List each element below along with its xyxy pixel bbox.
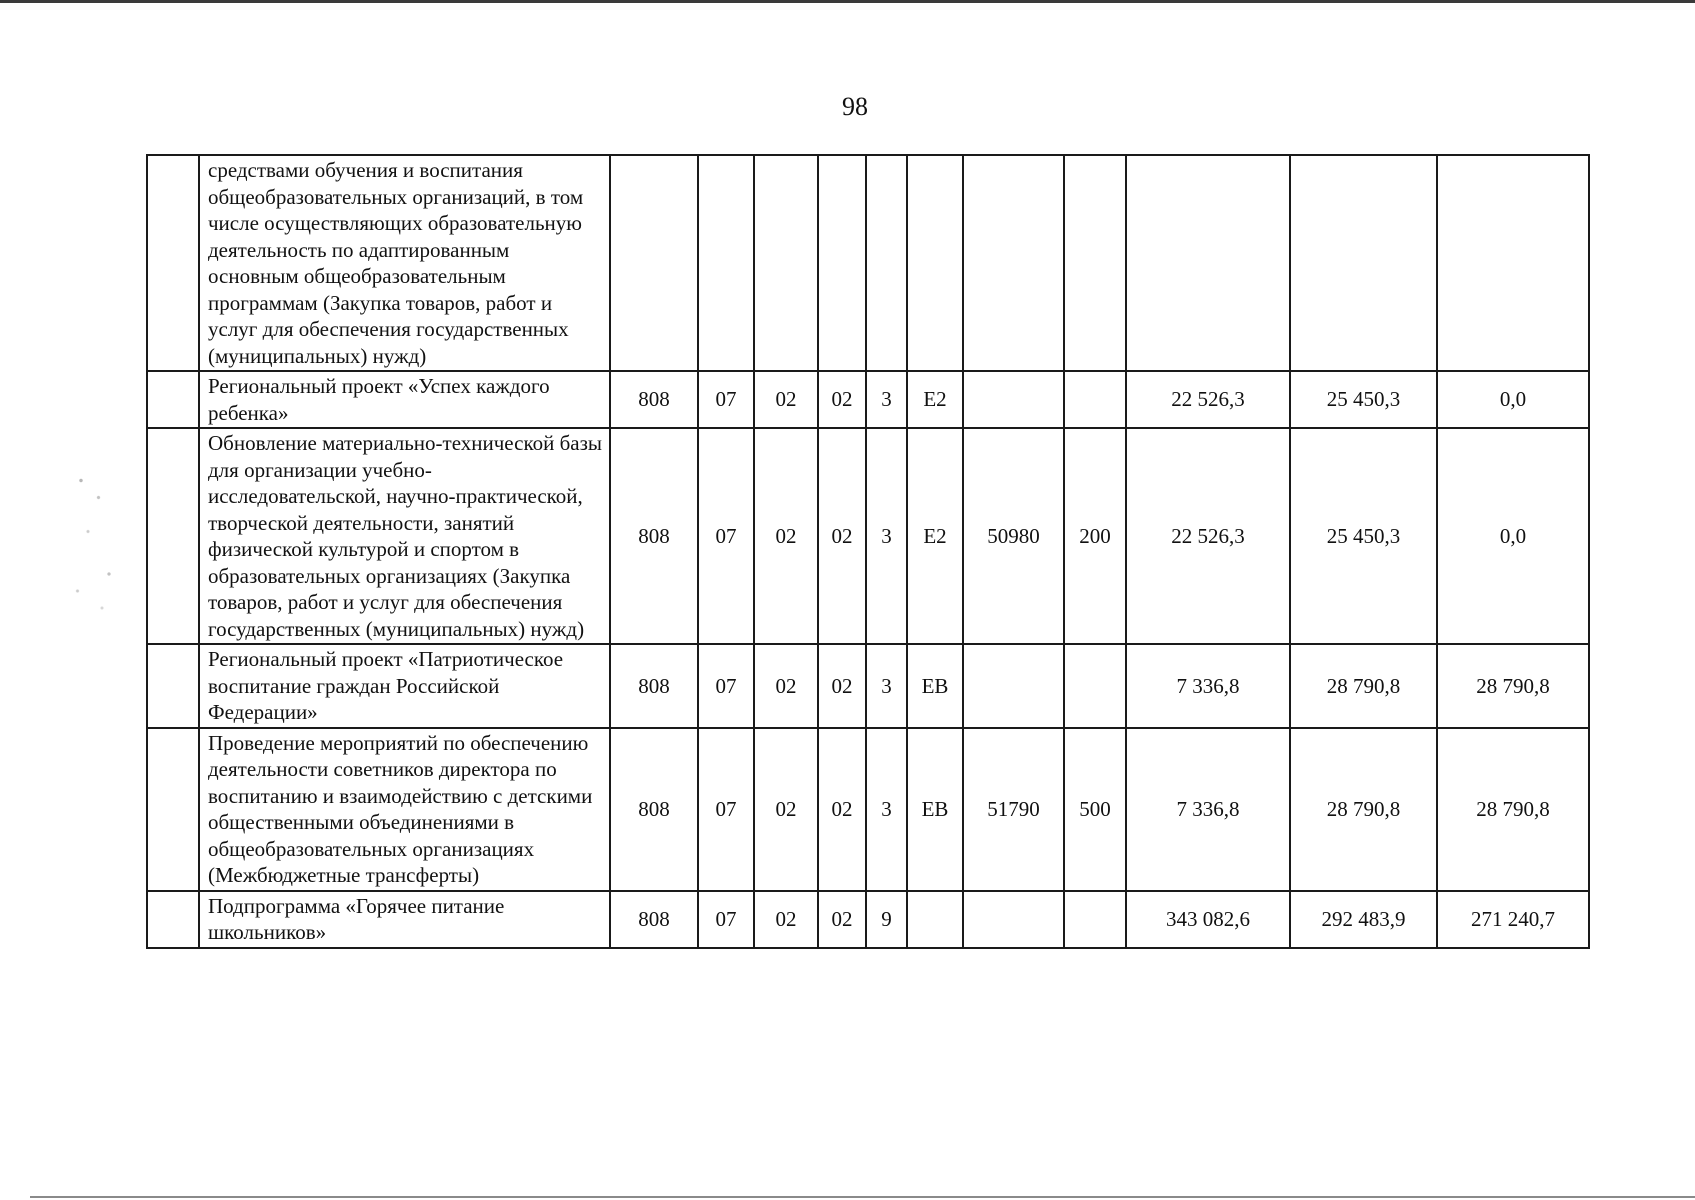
- expense-type-cell: [1064, 155, 1126, 371]
- project-code-cell: [907, 891, 963, 948]
- section-code-cell: 07: [698, 891, 754, 948]
- amount-year1-cell: 7 336,8: [1126, 728, 1290, 891]
- table-row: [147, 891, 1589, 948]
- amount-year1-cell: 22 526,3: [1126, 428, 1290, 644]
- expense-type-cell: 500: [1064, 728, 1126, 891]
- amount-year2-cell: 28 790,8: [1290, 728, 1437, 891]
- subsection-code-cell: 02: [754, 728, 818, 891]
- table-row: [147, 728, 1589, 891]
- table-row: [147, 644, 1589, 728]
- amount-year2-cell: 25 450,3: [1290, 428, 1437, 644]
- ministry-code-cell: 808: [610, 891, 698, 948]
- subsection-code-cell: 02: [754, 371, 818, 428]
- amount-year3-cell: [1437, 155, 1589, 371]
- top-border-line: [0, 0, 1695, 3]
- subprogram-code-cell: 3: [866, 371, 907, 428]
- subsection-code-cell: [754, 155, 818, 371]
- row-index-cell: [147, 155, 199, 371]
- direction-code-cell: [963, 155, 1064, 371]
- row-index-cell: [147, 891, 199, 948]
- amount-year2-cell: [1290, 155, 1437, 371]
- direction-code-cell: 51790: [963, 728, 1064, 891]
- table-row: [147, 155, 1589, 371]
- row-name-cell: Региональный проект «Успех каждого ребенка»: [199, 371, 610, 428]
- direction-code-cell: [963, 644, 1064, 728]
- amount-year3-cell: 28 790,8: [1437, 644, 1589, 728]
- expense-type-cell: [1064, 891, 1126, 948]
- row-name-cell: Проведение мероприятий по обеспечению деятельности советников директора по воспитанию и взаимодействию с детскими общественными объединениями в общеобразовательных организациях (Межбюджетные трансферты): [199, 728, 610, 891]
- amount-year3-cell: 28 790,8: [1437, 728, 1589, 891]
- subprogram-code-cell: 3: [866, 728, 907, 891]
- ministry-code-cell: [610, 155, 698, 371]
- subprogram-code-cell: 9: [866, 891, 907, 948]
- amount-year2-cell: 25 450,3: [1290, 371, 1437, 428]
- budget-table: [146, 154, 1590, 949]
- table-row: [147, 371, 1589, 428]
- amount-year2-cell: 28 790,8: [1290, 644, 1437, 728]
- row-name-cell: Подпрограмма «Горячее питание школьников»: [199, 891, 610, 948]
- section-code-cell: 07: [698, 728, 754, 891]
- expense-type-cell: [1064, 371, 1126, 428]
- program-code-cell: 02: [818, 728, 866, 891]
- amount-year1-cell: 343 082,6: [1126, 891, 1290, 948]
- scan-artifact: [60, 455, 130, 625]
- row-index-cell: [147, 644, 199, 728]
- direction-code-cell: 50980: [963, 428, 1064, 644]
- amount-year3-cell: 0,0: [1437, 371, 1589, 428]
- ministry-code-cell: 808: [610, 371, 698, 428]
- program-code-cell: 02: [818, 371, 866, 428]
- amount-year2-cell: 292 483,9: [1290, 891, 1437, 948]
- section-code-cell: 07: [698, 428, 754, 644]
- row-name-cell: Региональный проект «Патриотическое воспитание граждан Российской Федерации»: [199, 644, 610, 728]
- section-code-cell: [698, 155, 754, 371]
- project-code-cell: [907, 155, 963, 371]
- ministry-code-cell: 808: [610, 644, 698, 728]
- amount-year1-cell: 7 336,8: [1126, 644, 1290, 728]
- ministry-code-cell: 808: [610, 428, 698, 644]
- subsection-code-cell: 02: [754, 644, 818, 728]
- section-code-cell: 07: [698, 371, 754, 428]
- amount-year3-cell: 271 240,7: [1437, 891, 1589, 948]
- row-index-cell: [147, 728, 199, 891]
- project-code-cell: E2: [907, 371, 963, 428]
- subprogram-code-cell: 3: [866, 644, 907, 728]
- table-row: [147, 428, 1589, 644]
- project-code-cell: EB: [907, 644, 963, 728]
- subsection-code-cell: 02: [754, 428, 818, 644]
- project-code-cell: E2: [907, 428, 963, 644]
- expense-type-cell: [1064, 644, 1126, 728]
- expense-type-cell: 200: [1064, 428, 1126, 644]
- row-name-cell: Обновление материально-технической базы для организации учебно-исследовательской, научно-практической, творческой деятельности, занятий физической культурой и спортом в образовательных организациях (Закупка товаров, работ и услуг для обеспечения государственных (муниципальных) нужд): [199, 428, 610, 644]
- direction-code-cell: [963, 891, 1064, 948]
- bottom-border-line: [30, 1196, 1695, 1198]
- amount-year1-cell: 22 526,3: [1126, 371, 1290, 428]
- amount-year3-cell: 0,0: [1437, 428, 1589, 644]
- row-name-cell: средствами обучения и воспитания общеобразовательных организаций, в том числе осуществляющих образовательную деятельность по адаптированным основным общеобразовательным программам (Закупка товаров, работ и услуг для обеспечения государственных (муниципальных) нужд): [199, 155, 610, 371]
- ministry-code-cell: 808: [610, 728, 698, 891]
- row-index-cell: [147, 371, 199, 428]
- subsection-code-cell: 02: [754, 891, 818, 948]
- direction-code-cell: [963, 371, 1064, 428]
- subprogram-code-cell: 3: [866, 428, 907, 644]
- project-code-cell: EB: [907, 728, 963, 891]
- section-code-cell: 07: [698, 644, 754, 728]
- program-code-cell: [818, 155, 866, 371]
- page-number: 98: [842, 92, 868, 121]
- amount-year1-cell: [1126, 155, 1290, 371]
- program-code-cell: 02: [818, 428, 866, 644]
- row-index-cell: [147, 428, 199, 644]
- subprogram-code-cell: [866, 155, 907, 371]
- program-code-cell: 02: [818, 891, 866, 948]
- program-code-cell: 02: [818, 644, 866, 728]
